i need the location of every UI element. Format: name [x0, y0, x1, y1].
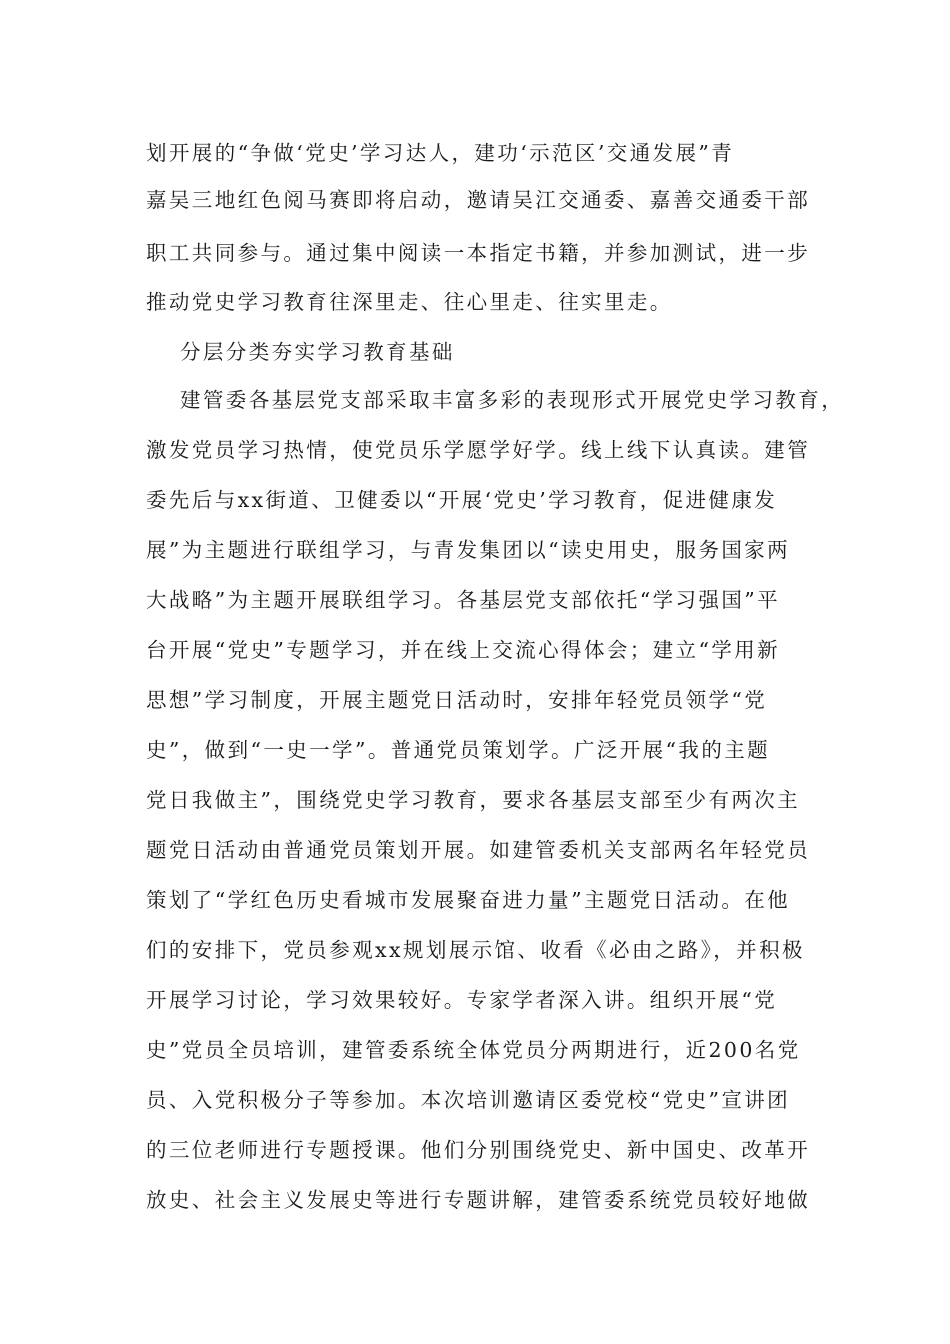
text-line: 放史、社会主义发展史等进行专题讲解，建管委系统党员较好地做	[146, 1188, 811, 1212]
text-line: 员、入党积极分子等参加。本次培训邀请区委党校“党史”宣讲团	[146, 1088, 791, 1112]
text-line: 划开展的“争做‘党史’学习达人，建功‘示范区’交通发展”青	[146, 141, 735, 165]
text-line: 题党日活动由普通党员策划开展。如建管委机关支部两名年轻党员	[146, 838, 811, 862]
text-line: 大战略”为主题开展联组学习。各基层党支部依托“学习强国”平	[146, 588, 781, 612]
text-line: 们的安排下，党员参观xx规划展示馆、收看《必由之路》，并积极	[146, 938, 805, 962]
section-heading: 分层分类夯实学习教育基础	[180, 340, 455, 364]
text-line: 策划了“学红色历史看城市发展聚奋进力量”主题党日活动。在他	[146, 888, 791, 912]
text-line: 开展学习讨论，学习效果较好。专家学者深入讲。组织开展“党	[146, 988, 778, 1012]
text-line: 激发党员学习热情，使党员乐学愿学好学。线上线下认真读。建管	[146, 438, 811, 462]
text-line: 思想”学习制度，开展主题党日活动时，安排年轻党员领学“党	[146, 688, 768, 712]
text-line: 委先后与xx街道、卫健委以“开展‘党史’学习教育，促进健康发	[146, 488, 778, 512]
text-line: 的三位老师进行专题授课。他们分别围绕党史、新中国史、改革开	[146, 1138, 811, 1162]
text-line: 嘉吴三地红色阅马赛即将启动，邀请吴江交通委、嘉善交通委干部	[146, 188, 811, 212]
text-line: 党日我做主”，围绕党史学习教育，要求各基层支部至少有两次主	[146, 788, 801, 812]
text-line: 建管委各基层党支部采取丰富多彩的表现形式开展党史学习教育，	[180, 388, 845, 412]
text-line: 展”为主题进行联组学习，与青发集团以“读史用史，服务国家两	[146, 538, 791, 562]
text-line: 职工共同参与。通过集中阅读一本指定书籍，并参加测试，进一步	[146, 241, 811, 265]
text-line: 推动党史学习教育往深里走、往心里走、往实里走。	[146, 290, 673, 314]
text-line: 台开展“党史”专题学习，并在线上交流心得体会；建立“学用新	[146, 638, 781, 662]
text-line: 史”党员全员培训，建管委系统全体党员分两期进行，近200名党	[146, 1038, 801, 1062]
text-line: 史”，做到“一史一学”。普通党员策划学。广泛开展“我的主题	[146, 738, 771, 762]
